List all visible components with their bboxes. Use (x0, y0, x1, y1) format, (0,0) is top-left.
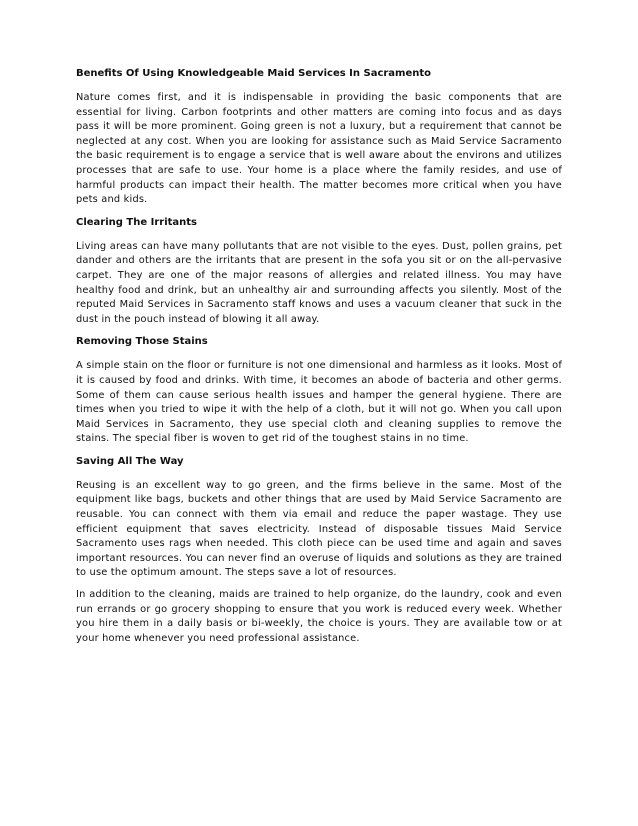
document-page (76, 66, 562, 653)
section-heading: Removing Those Stains (76, 336, 208, 348)
section-paragraph: Reusing is an excellent way to go green, and the firms believe in the same. Most of the equipment like bags, buckets and other things that are used by Maid Service Sacramento are reusable. You can connect with them via email and reduce the paper wastage. They use efficient equipment that saves electricity. Instead of disposable tissues Maid Service Sacramento uses rags when needed. This cloth piece can be used time and again and saves important resources. You can never find an overuse of liquids and solutions as they are trained to use the optimum amount. The steps save a lot of resources. (76, 479, 562, 579)
section-saving-all-the-way (76, 454, 562, 647)
section-paragraph: In addition to the cleaning, maids are trained to help organize, do the laundry, cook and even run errands or go grocery shopping to ensure that you work is reduced every week. Whether you hire them in a daily basis or bi-weekly, the choice is yours. They are available tow or at your home whenever you need professional assistance. (76, 589, 562, 644)
section-heading: Saving All The Way (76, 455, 184, 467)
document-title: Benefits Of Using Knowledgeable Maid Services In Sacramento (76, 68, 432, 79)
intro-paragraph: Nature comes first, and it is indispensable in providing the basic components that are essential for living. Carbon footprints and other matters are coming into focus and as days pass it will be more prominent. Going green is not a luxury, but a requirement that cannot be neglected at any cost. When you are looking for assistance such as Maid Service Sacramento the basic requirement is to engage a service that is well aware about the environs and utilizes processes that are safe to use. Your home is a place where the family resides, and use of harmful products can impact their health. The matter becomes more critical when you have pets and kids. (76, 92, 562, 206)
section-heading: Clearing The Irritants (76, 216, 198, 228)
section-removing-stains (76, 334, 562, 447)
section-paragraph: A simple stain on the floor or furniture is not one dimensional and harmless as it looks. Most of it is caused by food and drinks. With time, it becomes an abode of bacteria and other germs. Some of them can cause serious health issues and hamper the general hygiene. There are times when you tried to wipe it with the help of a cloth, but it will not go. When you call upon Maid Services in Sacramento, they use special cloth and cleaning supplies to remove the stains. The special fiber is woven to get rid of the toughest stains in no time. (76, 360, 562, 445)
section-clearing-irritants (76, 215, 562, 328)
section-paragraph: Living areas can have many pollutants that are not visible to the eyes. Dust, pollen grains, pet dander and others are the irritants that are present in the sofa you sit or on the all-pervasive carpet. They are one of the major reasons of allergies and related illness. You may have healthy food and drink, but an unhealthy air and surrounding affects you silently. Most of the reputed Maid Services in Sacramento staff knows and uses a vacuum cleaner that suck in the dust in the pouch instead of blowing it all away. (76, 240, 562, 325)
